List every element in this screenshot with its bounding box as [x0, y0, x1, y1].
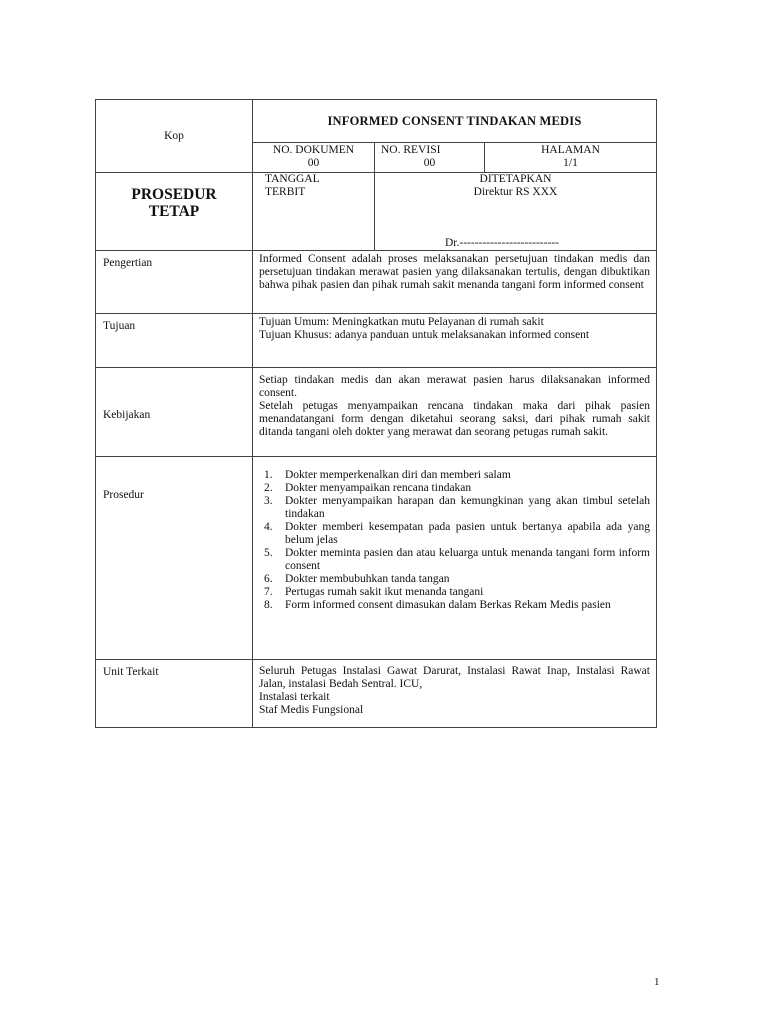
sop-document-table [95, 99, 657, 728]
halaman-value: 1/1 [563, 157, 578, 169]
list-item [259, 586, 650, 599]
list-item [259, 469, 650, 482]
unit-terkait-para2: Instalasi terkait [259, 691, 330, 703]
ditetapkan-label: DITETAPKAN [479, 173, 552, 185]
tanggal-line2: TERBIT [265, 186, 306, 198]
unit-terkait-cell [253, 660, 657, 728]
list-item [259, 495, 650, 521]
list-item [259, 599, 650, 612]
tujuan-label: Tujuan [103, 320, 136, 332]
unit-terkait-label-cell [96, 660, 253, 728]
tujuan-umum: Tujuan Umum: Meningkatkan mutu Pelayanan di rumah sakit [259, 316, 544, 328]
step-number: 4. [264, 521, 273, 533]
prosedur-steps-list [259, 469, 650, 612]
tujuan-label-cell [96, 314, 253, 368]
unit-terkait-para3: Staf Medis Fungsional [259, 704, 364, 716]
kebijakan-para2: Setelah petugas menyampaikan rencana tindakan maka dari pihak pasien menandatangani form dengan diketahui seorang saksi, dari pihak rumah sakit ditanda tangani oleh dokter yang merawat dan seorang petugas rumah sakit. [259, 400, 650, 438]
ditetapkan-cell [375, 173, 657, 251]
step-text: Form informed consent dimasukan dalam Berkas Rekam Medis pasien [285, 599, 611, 611]
no-dokumen-label: NO. DOKUMEN [272, 144, 355, 156]
no-revisi-label: NO. REVISI [381, 144, 441, 156]
step-text: Dokter memperkenalkan diri dan memberi salam [285, 469, 511, 481]
kebijakan-label: Kebijakan [103, 408, 151, 421]
kebijakan-cell [253, 368, 657, 457]
step-number: 8. [264, 599, 273, 611]
step-text: Dokter membubuhkan tanda tangan [285, 573, 450, 585]
halaman-cell [485, 143, 657, 173]
list-item [259, 521, 650, 547]
prosedur-label-cell [96, 457, 253, 660]
step-text: Pertugas rumah sakit ikut menanda tangani [285, 586, 484, 598]
no-revisi-value: 00 [423, 157, 436, 169]
kop-label: Kop [164, 129, 184, 142]
step-text: Dokter menyampaikan rencana tindakan [285, 482, 472, 494]
step-text: Dokter menyampaikan harapan dan kemungkinan yang akan timbul setelah tindakan [285, 495, 650, 520]
unit-terkait-label: Unit Terkait [103, 666, 159, 678]
kop-cell [96, 100, 253, 173]
tanggal-line1: TANGGAL [265, 173, 320, 185]
prosedur-tetap-line1: PROSEDUR [131, 186, 217, 203]
prosedur-label: Prosedur [103, 489, 144, 501]
step-number: 2. [264, 482, 273, 494]
ditetapkan-by: Direktur RS XXX [473, 186, 558, 198]
step-number: 1. [264, 469, 273, 481]
pengertian-label: Pengertian [103, 257, 153, 269]
tujuan-cell [253, 314, 657, 368]
no-revisi-cell [375, 143, 485, 173]
kebijakan-para1: Setiap tindakan medis dan akan merawat pasien harus dilaksanakan informed consent. [259, 374, 650, 399]
step-number: 7. [264, 586, 273, 598]
list-item [259, 547, 650, 573]
tujuan-khusus: Tujuan Khusus: adanya panduan untuk melaksanakan informed consent [259, 329, 590, 341]
step-text: Dokter memberi kesempatan pada pasien untuk bertanya apabila ada yang belum jelas [285, 521, 650, 546]
step-number: 5. [264, 547, 273, 559]
prosedur-tetap-cell [96, 173, 253, 251]
prosedur-cell [253, 457, 657, 660]
list-item [259, 573, 650, 586]
kebijakan-label-cell [96, 368, 253, 457]
unit-terkait-para1: Seluruh Petugas Instalasi Gawat Darurat, Instalasi Rawat Inap, Instalasi Rawat Jalan, instalasi Bedah Sentral. ICU, [259, 665, 650, 690]
step-number: 3. [264, 495, 273, 507]
no-dokumen-value: 00 [307, 157, 320, 169]
document-title: INFORMED CONSENT TINDAKAN MEDIS [253, 100, 657, 143]
list-item [259, 482, 650, 495]
prosedur-tetap-line2: TETAP [148, 203, 200, 220]
signature-line: Dr.-------------------------- [445, 237, 559, 249]
halaman-label: HALAMAN [541, 144, 600, 156]
page-number: 1 [654, 976, 660, 988]
pengertian-text: Informed Consent adalah proses melaksanakan persetujuan tindakan medis dan persetujuan tindakan merawat pasien yang dilaksanakan tertulis, dengan dibuktikan bahwa pihak pasien dan pihak rumah sakit menanda tangani form informed consent [253, 251, 657, 314]
no-dokumen-cell [253, 143, 375, 173]
step-text: Dokter meminta pasien dan atau keluarga untuk menanda tangani form inform consent [285, 547, 650, 572]
step-number: 6. [264, 573, 273, 585]
pengertian-label-cell [96, 251, 253, 314]
tanggal-terbit-cell [253, 173, 375, 251]
